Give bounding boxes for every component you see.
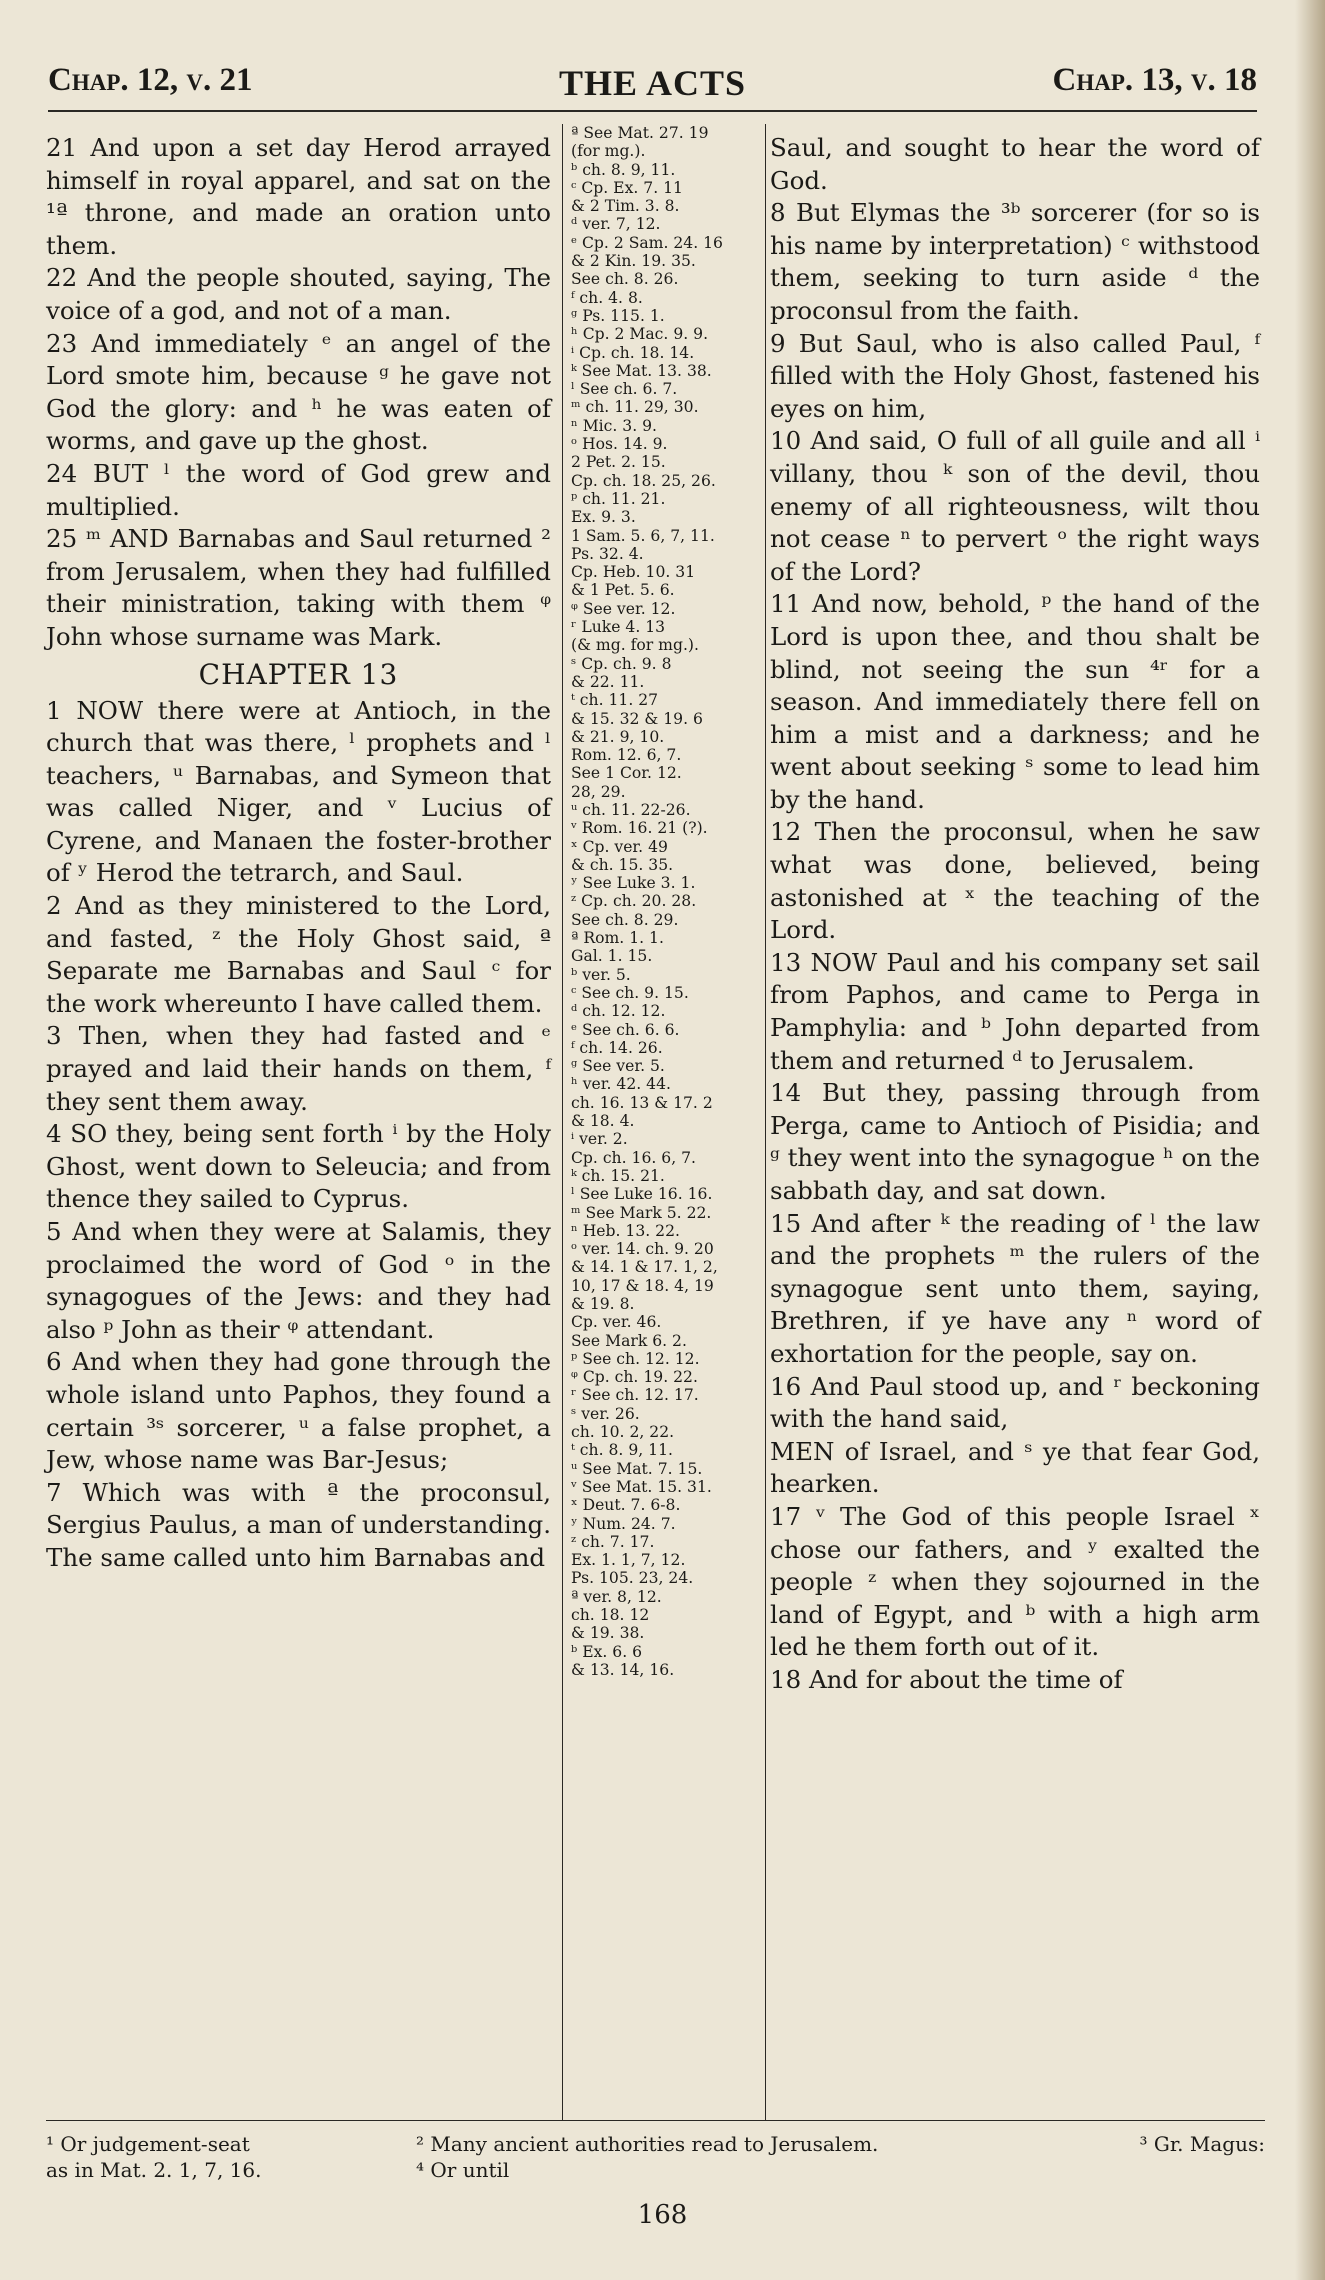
cross-reference: ᵛ Rom. 16. 21 (?). [571,819,708,838]
cross-reference: See Mark 6. 2. [571,1331,687,1350]
cross-reference: ᵈ ch. 12. 12. [571,1002,666,1021]
verse-12-24: 24 BUT ˡ the word of God grew and multiplied. [46,458,551,521]
cross-reference: See ch. 8. 26. [571,270,679,289]
right-text-column [770,132,1260,1697]
cross-reference: (for mg.). [571,142,646,161]
cross-reference: & 19. 8. [571,1295,635,1313]
cross-reference: & 2 Tim. 3. 8. [571,197,680,216]
footnotes [46,2120,1265,2182]
cross-reference: ᵇ Ex. 6. 6 [571,1642,643,1661]
cross-reference: ᵒ ver. 14. ch. 9. 20 [571,1240,714,1259]
verse-13-2: 2 And as they ministered to the Lord, and fasted, ᶻ the Holy Ghost said, ª Separate me Barnabas and Saul ᶜ for the work whereunto I have called them. [46,891,551,1018]
cross-reference: ᵉ See ch. 6. 6. [571,1020,680,1039]
cross-reference: Cp. ch. 16. 6, 7. [571,1148,696,1167]
cross-reference: Gal. 1. 15. [571,947,653,966]
verse-13-18: 18 And for about the time of [770,1664,1123,1694]
cross-reference: 10, 17 & 18. 4, 19 [571,1276,714,1295]
verse-12-25: 25 ᵐ AND Barnabas and Saul returned ² from Jerusalem, when they had fulfilled their ministration, taking with them ᵠ John whose surname was Mark. [46,524,551,651]
verse-13-9: 9 But Saul, who is also called Paul, ᶠ filled with the Holy Ghost, fastened his eyes on him, [770,328,1260,423]
cross-reference: ᵠ Cp. ch. 19. 22. [571,1368,698,1387]
verse-13-7: 7 Which was with ª the proconsul, Sergius Paulus, a man of understanding. The same called unto him Barnabas and [46,1477,551,1572]
verse-13-4: 4 SO they, being sent forth ⁱ by the Holy Ghost, went down to Seleucia; and from thence they sailed to Cyprus. [46,1119,551,1214]
cross-reference: ᵍ See ver. 5. [571,1057,665,1076]
cross-reference-column [562,124,766,2120]
cross-reference: ᶻ Cp. ch. 20. 28. [571,892,697,911]
cross-reference: ⁱ ver. 2. [571,1130,628,1149]
chapter-heading: CHAPTER 13 [198,657,399,691]
cross-reference: & 21. 9, 10. [571,727,665,746]
cross-reference: ᵒ Hos. 14. 9. [571,435,668,454]
cross-reference: Ex. 1. 1, 7, 12. [571,1551,686,1570]
verse-13-7-cont: Saul, and sought to hear the word of God. [770,133,1260,195]
cross-reference: & 19. 38. [571,1624,645,1643]
cross-reference: ª See Mat. 27. 19 [571,124,709,142]
cross-reference: ᵈ ver. 7, 12. [571,215,661,234]
page-edge-shadow [1295,0,1325,2280]
footnote-1b: as in Mat. 2. 1, 7, 16. [46,2158,262,2182]
cross-reference: ª Rom. 1. 1. [571,929,664,948]
verse-12-21: 21 And upon a set day Herod arrayed himself in royal apparel, and sat on the ¹ª throne, and made an oration unto them. [46,133,551,260]
cross-reference: ᵛ See Mat. 15. 31. [571,1477,712,1496]
verse-13-14: 14 But they, passing through from Perga, came to Antioch of Pisidia; and ᵍ they went into the synagogue ʰ on the sabbath day, and sat down. [770,1078,1260,1205]
verse-13-8: 8 But Elymas the ³ᵇ sorcerer (for so is his name by interpretation) ᶜ withstood them, seeking to turn aside ᵈ the proconsul from the faith. [770,198,1260,325]
cross-reference: Rom. 12. 6, 7. [571,746,682,765]
cross-reference: ˣ Deut. 7. 6-8. [571,1496,681,1515]
cross-reference: 28, 29. [571,782,626,801]
cross-reference: Ex. 9. 3. [571,508,636,527]
cross-reference: ʰ ver. 42. 44. [571,1075,671,1094]
cross-reference: & 14. 1 & 17. 1, 2, [571,1258,718,1277]
verse-13-6: 6 And when they had gone through the whole island unto Paphos, they found a certain ³ˢ sorcerer, ᵘ a false prophet, a Jew, whose name was Bar-Jesus; [46,1347,551,1475]
cross-reference: ᵇ ch. 8. 9, 11. [571,160,676,179]
cross-reference: ᵉ Cp. 2 Sam. 24. 16 [571,233,723,252]
verse-13-3: 3 Then, when they had fasted and ᵉ prayed and laid their hands on them, ᶠ they sent them away. [46,1021,551,1116]
cross-reference: & 1 Pet. 5. 6. [571,581,675,600]
cross-reference: Cp. Heb. 10. 31 [571,563,696,582]
cross-reference: & ch. 15. 35. [571,855,674,874]
cross-reference: See ch. 8. 29. [571,910,679,929]
cross-reference: ᶻ ch. 7. 17. [571,1532,655,1551]
cross-reference: ˡ See ch. 6. 7. [571,380,678,399]
cross-reference: Ps. 105. 23, 24. [571,1569,694,1588]
verse-12-22: 22 And the people shouted, saying, The voice of a god, and not of a man. [46,263,551,325]
cross-reference: ᵖ See ch. 12. 12. [571,1349,700,1368]
left-text-column [46,132,551,1575]
cross-reference: ᵗ ch. 8. 9, 11. [571,1441,673,1460]
footnote-4: ⁴ Or until [416,2158,510,2182]
cross-reference: ˣ Cp. ver. 49 [571,837,668,856]
verse-13-5: 5 And when they were at Salamis, they proclaimed the word of God ᵒ in the synagogues of the Jews: and they had also ᵖ John as their ᵠ attendant. [46,1217,551,1344]
footnote-2: ² Many ancient authorities read to Jerusalem. [416,2132,879,2156]
cross-reference: ᵇ ver. 5. [571,965,631,984]
verse-13-16: 16 And Paul stood up, and ʳ beckoning with the hand said, [770,1371,1260,1434]
cross-reference: ᵠ See ver. 12. [571,599,676,618]
cross-reference: ˢ ver. 26. [571,1404,640,1423]
verse-13-12: 12 Then the proconsul, when he saw what was done, believed, being astonished at ˣ the teaching of the Lord. [770,817,1260,945]
cross-reference: ʸ Num. 24. 7. [571,1514,676,1533]
cross-reference: & 18. 4. [571,1112,635,1131]
cross-reference: ˡ See Luke 16. 16. [571,1185,713,1204]
cross-reference: Cp. ver. 46. [571,1313,662,1332]
cross-reference: ʳ See ch. 12. 17. [571,1386,699,1405]
cross-reference: ᵖ ch. 11. 21. [571,489,666,508]
cross-reference: Cp. ch. 18. 25, 26. [571,471,716,490]
verse-13-11: 11 And now, behold, ᵖ the hand of the Lord is upon thee, and thou shalt be blind, not seeing the sun ⁴ʳ for a season. And immediately there fell on him a mist and a darkness; and he went about seeking ˢ some to lead him by the hand. [770,589,1260,814]
cross-reference: ᵍ Ps. 115. 1. [571,306,665,325]
cross-reference: ᵐ See Mark 5. 22. [571,1203,712,1222]
cross-reference: ᵏ See Mat. 13. 38. [571,361,712,380]
cross-reference: ch. 10. 2, 22. [571,1423,675,1442]
cross-reference: ᵗ ch. 11. 27 [571,691,659,710]
cross-reference: & 13. 14, 16. [571,1660,675,1679]
header-right: Chap. 13, v. 18 [1052,62,1257,98]
cross-reference: ch. 18. 12 [571,1606,650,1625]
cross-reference: ʰ Cp. 2 Mac. 9. 9. [571,325,709,344]
cross-reference: (& mg. for mg.). [571,636,699,655]
cross-reference: 2 Pet. 2. 15. [571,453,666,472]
cross-reference: ⁿ Heb. 13. 22. [571,1221,680,1240]
cross-reference: & 15. 32 & 19. 6 [571,709,703,728]
cross-reference: ᶜ See ch. 9. 15. [571,983,689,1002]
cross-reference: ᶠ ch. 4. 8. [571,288,643,307]
cross-reference: ᶠ ch. 14. 26. [571,1038,663,1057]
cross-reference: ⁱ Cp. ch. 18. 14. [571,343,695,362]
cross-reference: ª ver. 8, 12. [571,1587,662,1606]
cross-reference: & 2 Kin. 19. 35. [571,252,696,271]
cross-reference: ᵐ ch. 11. 29, 30. [571,398,699,417]
cross-reference: ch. 16. 13 & 17. 2 [571,1093,713,1112]
cross-reference: & 22. 11. [571,672,645,691]
page-number: 168 [637,2200,688,2230]
verse-13-10: 10 And said, O full of all guile and all ⁱ villany, thou ᵏ son of the devil, thou enemy of all righteousness, wilt thou not cease ⁿ to pervert ᵒ the right ways of the Lord? [770,426,1260,586]
header-left: Chap. 12, v. 21 [48,62,253,98]
cross-reference: ⁿ Mic. 3. 9. [571,416,658,435]
cross-reference: ᵏ ch. 15. 21. [571,1166,665,1185]
footnote-1a: ¹ Or judgement-seat [46,2132,250,2156]
running-header [48,62,1257,112]
cross-reference: 1 Sam. 5. 6, 7, 11. [571,526,715,545]
cross-reference: Ps. 32. 4. [571,544,644,563]
verse-12-23: 23 And immediately ᵉ an angel of the Lord smote him, because ᵍ he gave not God the glory: and ʰ he was eaten of worms, and gave up the ghost. [46,328,551,456]
speech-opening: MEN of Israel, and ˢ ye that fear God, hearken. [770,1436,1260,1499]
verse-13-15: 15 And after ᵏ the reading of ˡ the law and the prophets ᵐ the rulers of the synagogue sent unto them, saying, Brethren, if ye have any ⁿ word of exhortation for the people, say on. [770,1208,1260,1368]
verse-13-13: 13 NOW Paul and his company set sail from Paphos, and came to Perga in Pamphylia: and ᵇ John departed from them and returned ᵈ to Jerusalem. [770,947,1260,1075]
cross-reference: ʸ See Luke 3. 1. [571,874,696,893]
cross-reference: ᵘ See Mat. 7. 15. [571,1459,703,1478]
footnote-3: ³ Gr. Magus: [1139,2132,1265,2156]
cross-reference: ʳ Luke 4. 13 [571,618,666,637]
cross-reference: See 1 Cor. 12. [571,764,682,783]
cross-reference: ᵘ ch. 11. 22-26. [571,800,691,819]
cross-reference: ᶜ Cp. Ex. 7. 11 [571,178,683,197]
verse-13-17: 17 ᵛ The God of this people Israel ˣ chose our fathers, and ʸ exalted the people ᶻ when they sojourned in the land of Egypt, and ᵇ with a high arm led he them forth out of it. [770,1501,1260,1662]
verse-13-1: 1 NOW there were at Antioch, in the church that was there, ˡ prophets and ˡ teachers, ᵘ Barnabas, and Symeon that was called Niger, and ᵛ Lucius of Cyrene, and Manaen the foster-brother of ʸ Herod the tetrarch, and Saul. [46,695,551,888]
header-title: THE ACTS [558,63,747,103]
cross-reference: ˢ Cp. ch. 9. 8 [571,654,672,673]
